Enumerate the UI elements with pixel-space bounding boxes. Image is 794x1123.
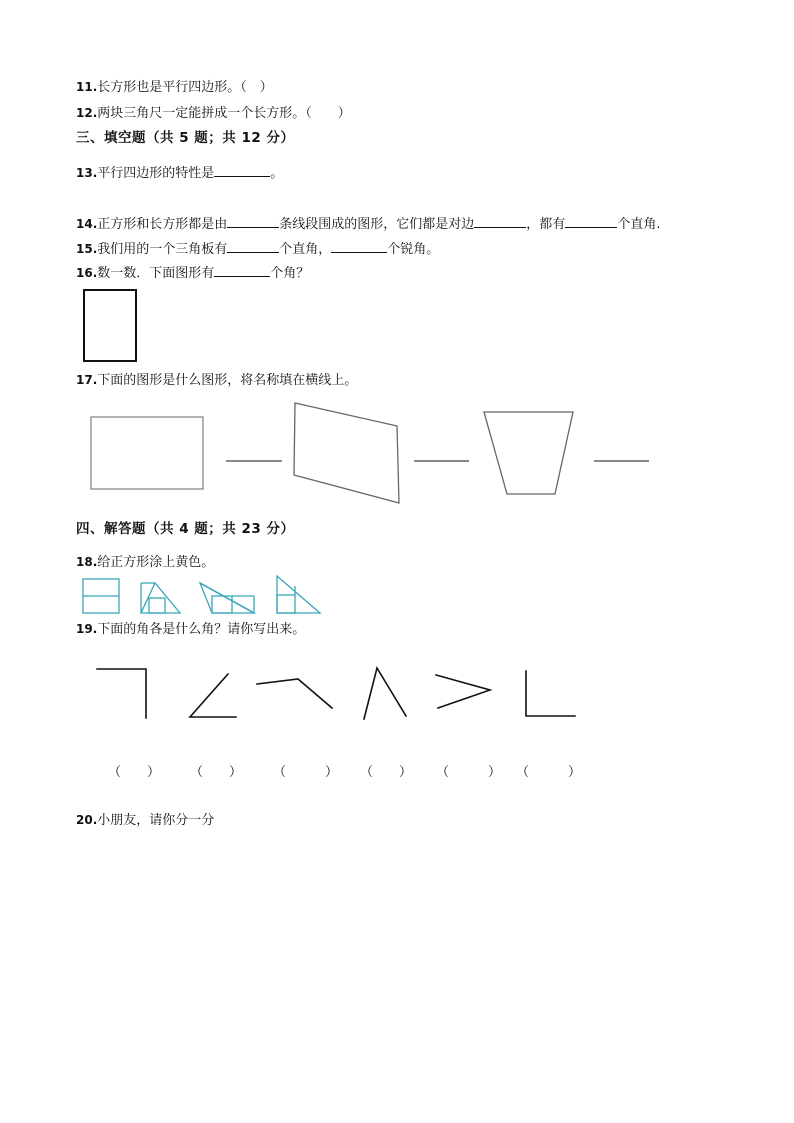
question-text: 两块三角尺一定能拼成一个长方形。（ ）: [97, 106, 351, 121]
angle-right-1: [97, 669, 146, 718]
question-number: 12.: [76, 106, 98, 120]
question-text: 数一数．下面图形有: [97, 266, 215, 281]
answer-parentheses[interactable]: （ ）: [108, 765, 161, 780]
answer-parentheses[interactable]: （ ）: [273, 765, 339, 780]
question-number: 14.: [76, 217, 98, 231]
question-number: 18.: [76, 555, 98, 569]
angle-acute-1: [190, 674, 236, 717]
question-text: 个直角.: [617, 217, 661, 232]
angle-acute-3: [436, 675, 490, 708]
question-text: 长方形也是平行四边形。（ ）: [97, 80, 273, 95]
answer-parentheses[interactable]: （ ）: [190, 765, 243, 780]
question-number: 17.: [76, 373, 98, 387]
question-text: 个直角，: [279, 242, 332, 257]
question-text: 下面的角各是什么角？请你写出来。: [97, 622, 306, 637]
section-heading-answer: 四、解答题（共 4 题；共 23 分）: [76, 521, 295, 537]
question-text: 小朋友，请你分一分: [97, 813, 215, 828]
question-text: 。: [270, 166, 284, 181]
question-number: 13.: [76, 166, 98, 180]
answer-parentheses[interactable]: （ ）: [360, 765, 413, 780]
question-text: 我们用的一个三角板有: [97, 242, 228, 257]
question-number: 15.: [76, 242, 98, 256]
angle-obtuse-1: [257, 679, 332, 708]
question-text: ，都有: [526, 217, 566, 232]
angle-right-2: [526, 671, 575, 716]
answer-parentheses[interactable]: （ ）: [436, 765, 502, 780]
question-number: 19.: [76, 622, 98, 636]
question-text: 个锐角。: [387, 242, 440, 257]
question-text: 正方形和长方形都是由: [97, 217, 228, 232]
question-text: 下面的图形是什么图形，将名称填在横线上。: [97, 373, 358, 388]
question-text: 平行四边形的特性是: [97, 166, 215, 181]
question-text: 给正方形涂上黄色。: [97, 555, 215, 570]
section-heading-fill-in: 三、填空题（共 5 题；共 12 分）: [76, 130, 295, 146]
question-20: [76, 811, 214, 830]
angle-acute-2: [364, 668, 406, 719]
question-text: 条线段围成的图形，它们都是对边: [279, 217, 475, 232]
question-number: 11.: [76, 80, 98, 94]
question-text: 个角？: [270, 266, 310, 281]
question-number: 20.: [76, 813, 98, 827]
question-number: 16.: [76, 266, 98, 280]
answer-parentheses[interactable]: （ ）: [516, 765, 582, 780]
